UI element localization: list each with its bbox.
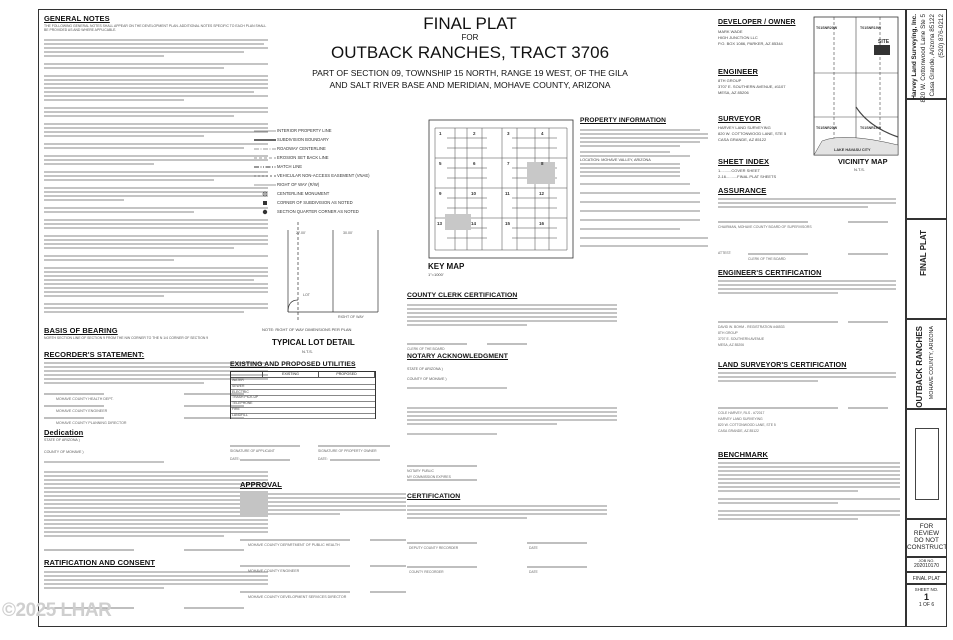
vicinity-map-scale: N.T.S. — [854, 167, 865, 172]
svg-text:6: 6 — [473, 161, 476, 166]
sheet-no-label: SHEET NO. — [914, 587, 939, 592]
engineer-line-1: 8TH GROUP — [718, 78, 742, 83]
vicinity-label-lake: LAKE HAVASU CITY — [834, 148, 871, 152]
copyright-watermark: ©2025 LHAR — [2, 600, 112, 621]
job-no: 202010170 — [913, 563, 940, 569]
legend-item: VEHICULAR NON-ACCESS EASEMENT (VNAE) — [277, 173, 370, 178]
property-location: LOCATION: MOHAVE VALLEY, ARIZONA — [580, 158, 651, 162]
surveyor-line-3: CASA GRANDE, AZ 85122 — [718, 137, 767, 142]
project-name: OUTBACK RANCHES — [915, 326, 924, 408]
svg-text:9: 9 — [439, 191, 442, 196]
svg-text:MOHAVE COUNTY DEPARTMENT OF PU: MOHAVE COUNTY DEPARTMENT OF PUBLIC HEALTH — [248, 543, 340, 547]
svg-text:CHAIRMAN, MOHAVE COUNTY BOARD: CHAIRMAN, MOHAVE COUNTY BOARD OF SUPERVISORS — [718, 225, 812, 229]
surveyor-line-2: 820 W. COTTONWOOD LANE, STE 5 — [718, 131, 787, 136]
property-info-body — [580, 127, 710, 247]
svg-text:13: 13 — [437, 221, 443, 226]
vicinity-map-drawing — [814, 17, 898, 155]
legend-item: EROSION SET BACK LINE — [277, 155, 329, 160]
company-name: Harvey Land Surveying, Inc. — [911, 14, 918, 100]
assurance-body — [718, 196, 898, 262]
svg-text:DAVID W. BOHM - REGISTRATION #: DAVID W. BOHM - REGISTRATION #46533 — [718, 325, 785, 329]
utilities-row-label: ELECTRIC — [232, 389, 249, 394]
svg-text:15: 15 — [505, 221, 511, 226]
company-block — [906, 9, 947, 103]
revisions-block — [906, 99, 947, 219]
approval-heading: APPROVAL — [240, 480, 282, 489]
utilities-row-label: TRASH PICK-UP — [232, 395, 259, 400]
svg-text:27.00': 27.00' — [296, 231, 306, 235]
vicinity-label-3: T01SNR19W — [860, 126, 882, 130]
county-clerk-body — [407, 302, 707, 351]
utilities-row-divider — [231, 384, 375, 385]
general-notes-heading: GENERAL NOTES — [44, 14, 110, 23]
vicinity-label-1: T01SNR20W — [816, 26, 838, 30]
svg-text:HARVEY LAND SURVEYING: HARVEY LAND SURVEYING — [718, 417, 763, 421]
sheet-index-line-1: 1..........COVER SHEET — [718, 168, 761, 173]
surveyor-line-1: HARVEY LAND SURVEYING — [718, 125, 771, 130]
project-sub: MOHAVE COUNTY, ARIZONA — [929, 326, 935, 400]
legend-item: ROADWAY CENTERLINE — [277, 146, 326, 151]
vicinity-label-2: T01SNR19W — [860, 26, 882, 30]
svg-text:8: 8 — [541, 161, 544, 166]
svg-text:2: 2 — [473, 131, 476, 136]
recorders-statement-heading: RECORDER'S STATEMENT: — [44, 350, 145, 359]
utilities-row-label: TELEPHONE — [232, 401, 253, 406]
key-map-title: KEY MAP — [428, 262, 465, 271]
job-no-label: JOB NO. — [918, 558, 935, 563]
vicinity-label-site: SITE — [878, 39, 890, 45]
utilities-row-divider — [231, 407, 375, 408]
plat-location-line-1: PART OF SECTION 09, TOWNSHIP 15 NORTH, RANGE 19 WEST, OF THE GILA — [312, 68, 628, 78]
land-surveyor-cert-heading: LAND SURVEYOR'S CERTIFICATION — [718, 360, 847, 369]
company-phone: (520) 876-0212 — [938, 14, 945, 58]
assurance-heading: ASSURANCE — [718, 186, 767, 195]
applicant-signatures — [230, 442, 410, 472]
svg-text:RIGHT OF WAY: RIGHT OF WAY — [338, 315, 364, 319]
legend-item: CENTERLINE MONUMENT — [277, 191, 330, 196]
developer-line-2: HIGH JUNCTION LLC — [718, 35, 758, 40]
svg-text:MOHAVE COUNTY HEALTH DEPT.: MOHAVE COUNTY HEALTH DEPT. — [56, 397, 114, 401]
svg-text:MOHAVE COUNTY PLANNING DIRECTO: MOHAVE COUNTY PLANNING DIRECTOR — [56, 421, 127, 425]
svg-text:SIGNATURE OF APPLICANT: SIGNATURE OF APPLICANT — [230, 449, 275, 453]
utilities-row-label: WATER — [232, 378, 244, 382]
svg-text:5: 5 — [439, 161, 442, 166]
certification-body — [407, 503, 707, 583]
company-city: Casa Grande, Arizona 85122 — [929, 14, 936, 97]
surveyor-heading: SURVEYOR — [718, 114, 761, 123]
legend-item: MATCH LINE — [277, 164, 303, 169]
svg-text:COUNTY RECORDER: COUNTY RECORDER — [409, 570, 444, 574]
review-stamp-line-1: FOR REVIEW — [913, 523, 940, 537]
basis-of-bearing-heading: BASIS OF BEARING — [44, 326, 118, 335]
benchmark-body — [718, 460, 902, 530]
utilities-row-label: SEWER — [232, 383, 245, 388]
utilities-table — [230, 371, 376, 419]
legend-item: SECTION QUARTER CORNER AS NOTED — [277, 209, 359, 214]
developer-line-1: MARK WADE — [718, 29, 743, 34]
dedication-body — [44, 458, 270, 554]
dedication-state: STATE OF ARIZONA ) — [44, 438, 80, 442]
key-map-drawing — [427, 118, 575, 264]
legend-item: SUBDIVISION BOUNDARY — [277, 137, 329, 142]
svg-text:LOT: LOT — [303, 293, 310, 297]
notary-body — [407, 384, 707, 484]
dedication-heading: Dedication — [44, 428, 84, 437]
sheet-no: 1 — [923, 592, 929, 602]
sheet-number-block — [906, 584, 947, 627]
utilities-row-divider — [231, 389, 375, 390]
utilities-row-label: FIRE — [232, 407, 240, 411]
svg-text:DEPUTY COUNTY RECORDER: DEPUTY COUNTY RECORDER — [409, 546, 459, 550]
general-notes-body — [44, 34, 270, 324]
review-stamp-line-3: CONSTRUCT — [907, 544, 948, 551]
sheet-index-line-2: 2-16..........FINAL PLAT SHEETS — [718, 174, 777, 179]
svg-text:4: 4 — [541, 131, 544, 136]
svg-text:SIGNATURE OF PROPERTY OWNER: SIGNATURE OF PROPERTY OWNER — [318, 449, 377, 453]
utilities-column-header: EXISTING — [263, 372, 319, 378]
sheet-of: 1 OF 6 — [918, 602, 935, 608]
svg-text:DATE:: DATE: — [318, 457, 328, 461]
utilities-heading: EXISTING AND PROPOSED UTILITIES — [230, 361, 356, 368]
developer-heading: DEVELOPER / OWNER — [718, 19, 796, 26]
engineer-line-3: MESA, AZ 85206 — [718, 90, 749, 95]
svg-text:DATE: DATE — [529, 570, 538, 574]
project-block — [906, 319, 947, 409]
svg-text:MESA, AZ 85206: MESA, AZ 85206 — [718, 343, 745, 347]
sheet-label: FINAL PLAT — [906, 572, 947, 584]
svg-text:DATE:: DATE: — [230, 457, 240, 461]
svg-text:DATE: DATE — [529, 546, 538, 550]
svg-text:8TH GROUP: 8TH GROUP — [718, 331, 738, 335]
svg-text:820 W. COTTONWOOD LANE, STE 5: 820 W. COTTONWOOD LANE, STE 5 — [718, 423, 776, 427]
arizona-811-block — [906, 409, 947, 519]
engineer-heading: ENGINEER — [718, 67, 758, 76]
svg-text:MOHAVE COUNTY DEVELOPMENT SERV: MOHAVE COUNTY DEVELOPMENT SERVICES DIRECTOR — [248, 595, 347, 599]
plat-title: FINAL PLAT — [423, 14, 517, 33]
legend-symbols — [252, 120, 282, 220]
svg-text:11: 11 — [505, 191, 510, 196]
svg-text:3: 3 — [507, 131, 510, 136]
svg-text:MOHAVE COUNTY ENGINEER: MOHAVE COUNTY ENGINEER — [248, 569, 300, 573]
engineer-cert-body — [718, 278, 898, 358]
job-no-block — [906, 557, 947, 572]
lot-detail-scale: N.T.S. — [302, 349, 313, 354]
utilities-row-label: LANDFILL — [232, 412, 248, 417]
svg-text:CLERK OF THE BOARD: CLERK OF THE BOARD — [407, 347, 445, 351]
vicinity-map-title: VICINITY MAP — [838, 157, 888, 166]
developer-line-3: P.O. BOX 1086, PARKER, AZ 85344 — [718, 41, 783, 46]
certification-heading: CERTIFICATION — [407, 493, 461, 500]
lot-detail-note: NOTE: RIGHT OF WAY DIMENSIONS PER PLAN — [262, 327, 352, 332]
approval-body — [240, 490, 408, 602]
plat-title-for: FOR — [461, 33, 479, 42]
svg-text:NOTARY PUBLIC: NOTARY PUBLIC — [407, 469, 434, 473]
svg-text:12: 12 — [539, 191, 545, 196]
svg-text:MY COMMISSION EXPIRES: MY COMMISSION EXPIRES — [407, 475, 451, 479]
notary-county: COUNTY OF MOHAVE ) — [407, 377, 447, 381]
svg-text:16: 16 — [539, 221, 545, 226]
lot-detail-title: TYPICAL LOT DETAIL — [272, 338, 355, 347]
review-stamp-line-2: DO NOT — [914, 537, 939, 544]
county-clerk-heading: COUNTY CLERK CERTIFICATION — [407, 292, 518, 299]
basis-of-bearing-text: NORTH SECTION LINE OF SECTION 9 FROM THE NW CORNER TO THE N 1/4 CORNER OF SECTION 9 — [44, 336, 209, 340]
svg-text:30.00': 30.00' — [343, 231, 353, 235]
legend-item: CORNER OF SUBDIVISION AS NOTED — [277, 200, 353, 205]
dedication-county: COUNTY OF MOHAVE ) — [44, 450, 84, 454]
svg-text:10: 10 — [471, 191, 477, 196]
general-notes-intro: THE FOLLOWING GENERAL NOTES SHALL APPEAR ON THE DEVELOPMENT PLAN. ADDITIONAL NOTES SPECIFIC TO EACH PLAN SHALL BE PROVIDED AS AND WHERE APPLICABLE. — [44, 24, 267, 33]
sheet-title: FINAL PLAT — [919, 230, 928, 276]
utilities-row-divider — [231, 413, 375, 414]
notary-state: STATE OF ARIZONA ) — [407, 367, 443, 371]
svg-text:7: 7 — [507, 161, 510, 166]
utilities-row-divider — [231, 418, 375, 419]
arizona-811-logo — [915, 428, 939, 500]
svg-text:14: 14 — [471, 221, 477, 226]
vicinity-label-4: T01SNR20W — [816, 126, 838, 130]
svg-text:MOHAVE COUNTY ENGINEER: MOHAVE COUNTY ENGINEER — [56, 409, 108, 413]
sheet-index-heading: SHEET INDEX — [718, 157, 770, 166]
benchmark-heading: BENCHMARK — [718, 450, 769, 459]
utilities-column-header: PROPOSED — [319, 372, 375, 378]
engineer-cert-heading: ENGINEER'S CERTIFICATION — [718, 268, 822, 277]
legend-item: RIGHT OF WAY (R/W) — [277, 182, 320, 187]
typical-lot-detail-drawing — [258, 222, 398, 340]
plat-location-line-2: AND SALT RIVER BASE AND MERIDIAN, MOHAVE COUNTY, ARIZONA — [329, 80, 611, 90]
key-map-scale: 1"=1000' — [428, 272, 444, 277]
notary-heading: NOTARY ACKNOWLEDGMENT — [407, 353, 509, 360]
land-surveyor-cert-body — [718, 370, 898, 440]
plat-subdivision-name: OUTBACK RANCHES, TRACT 3706 — [330, 43, 610, 62]
sheet-title-block — [906, 219, 947, 319]
svg-text:3707 E. SOUTHERN AVENUE: 3707 E. SOUTHERN AVENUE — [718, 337, 765, 341]
review-stamp — [906, 519, 947, 557]
company-address: 820 W. Cottonwood Lane Ste 5 — [920, 14, 927, 103]
property-info-heading: PROPERTY INFORMATION — [580, 117, 667, 124]
svg-text:CLERK OF THE BOARD: CLERK OF THE BOARD — [748, 257, 786, 261]
svg-text:COLE HARVEY, RLS - #72017: COLE HARVEY, RLS - #72017 — [718, 411, 765, 415]
svg-text:CASA GRANDE, AZ 85122: CASA GRANDE, AZ 85122 — [718, 429, 759, 433]
ratification-heading: RATIFICATION AND CONSENT — [44, 558, 156, 567]
svg-text:ATTEST:: ATTEST: — [718, 251, 732, 255]
legend-item: INTERIOR PROPERTY LINE — [277, 128, 332, 133]
svg-text:1: 1 — [439, 131, 442, 136]
engineer-line-2: 3707 E. SOUTHERN AVENUE, #1107 — [718, 84, 786, 89]
